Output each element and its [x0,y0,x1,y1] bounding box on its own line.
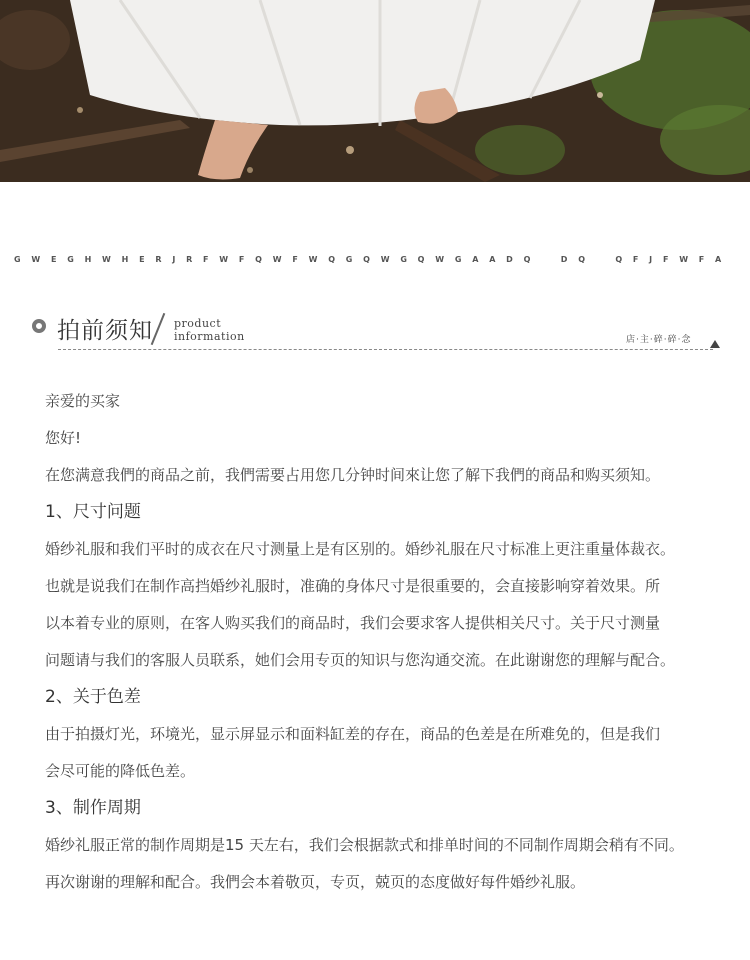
section-1-line: 以本着专业的原则，在客人购买我们的商品时，我们会要求客人提供相关尺寸。关于尺寸测量 [45,614,661,632]
section-1-line: 也就是说我们在制作高挡婚纱礼服时，准确的身体尺寸是很重要的，会直接影响穿着效果。所 [45,577,661,595]
section-2-line: 会尽可能的降低色差。 [45,762,196,780]
header-letters: G W E G H W H E R J R F W F Q W F W Q G Q W G Q W G A A D Q D Q Q F J F W F A [14,255,723,264]
section-title-en [174,317,245,343]
section-1-title: 1、尺寸问题 [45,502,141,522]
decorative-letter-row [0,255,750,275]
greeting: 亲爱的买家 [45,392,121,410]
title-en-line1: product [174,317,222,330]
wedding-dress-photo [0,0,750,182]
intro-text: 在您满意我們的商品之前，我們需要占用您几分钟时间來让您了解下我們的商品和购买须知。 [45,466,661,484]
dashed-divider [58,349,713,350]
triangle-icon [710,340,720,348]
circle-bullet-icon [32,319,46,333]
section-1-line: 问题请与我们的客服人员联系，她们会用专页的知识与您沟通交流。在此谢谢您的理解与配合。 [45,651,676,669]
section-2-line: 由于拍摄灯光，环境光，显示屏显示和面料缸差的存在，商品的色差是在所难免的，但是我们 [45,725,661,743]
section-3-line: 再次谢谢的理解和配合。我們会本着敬页，专页，兢页的态度做好每件婚纱礼服。 [45,873,586,891]
section-3-title: 3、制作周期 [45,798,141,818]
section-2-title: 2、关于色差 [45,687,141,707]
title-en-line2: information [174,330,245,343]
section-title-bar [0,300,750,360]
section-3-line: 婚纱礼服正常的制作周期是15 天左右，我们会根据款式和排单时间的不同制作周期会稍有不同。 [45,836,684,854]
shop-note: 店·主·碎·碎·念 [626,335,692,345]
section-1-line: 婚纱礼服和我们平时的成衣在尺寸测量上是有区别的。婚纱礼服在尺寸标准上更注重量体裁衣。 [45,540,676,558]
hello-text: 您好! [45,429,82,447]
section-title: 拍前须知 [57,318,153,344]
notice-content [45,383,735,901]
